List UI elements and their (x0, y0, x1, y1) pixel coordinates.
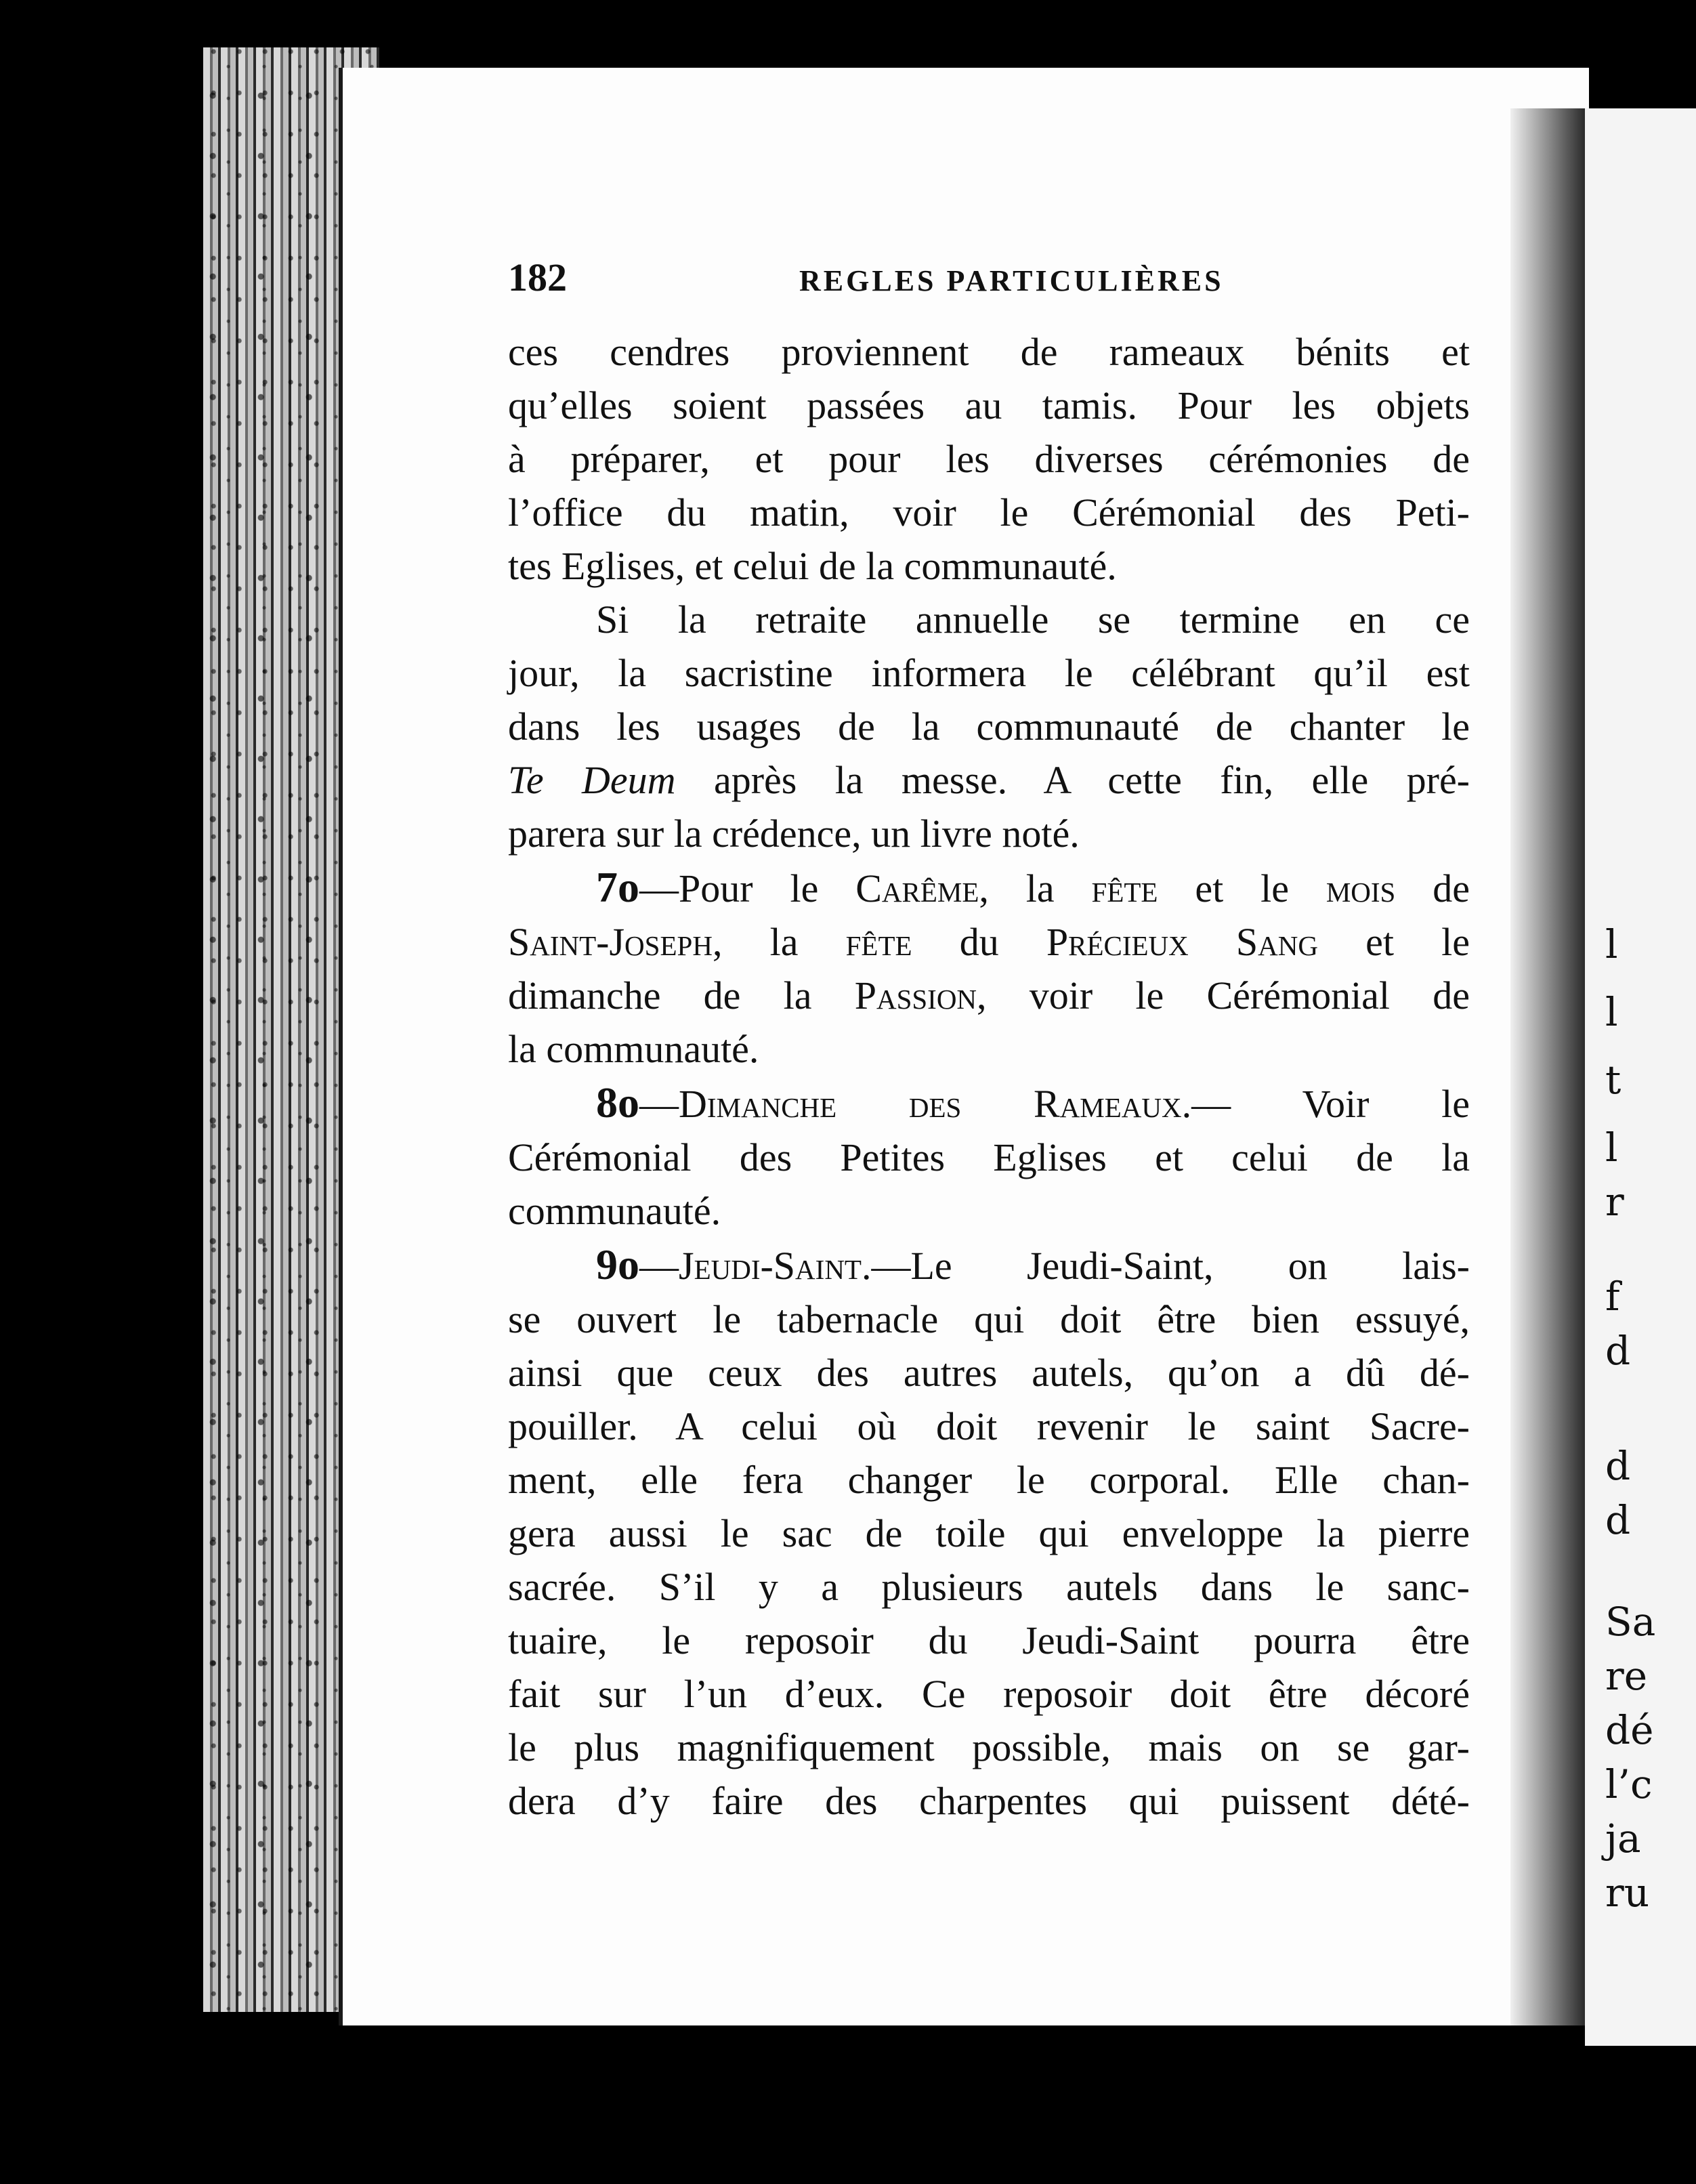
gutter-shadow (1510, 108, 1585, 2025)
line-text: ainsi que ceux des autres autels, qu’on a dû dé- (508, 1351, 1470, 1395)
text-line (508, 379, 1470, 432)
text-line (508, 1453, 1470, 1507)
line-text: sacrée. S’il y a plusieurs autels dans le sanc- (508, 1565, 1470, 1609)
line-text: Si la retraite annuelle se termine en ce (596, 597, 1470, 642)
text-line (508, 1507, 1470, 1560)
facing-page-letter: d (1605, 1328, 1631, 1374)
text-span: , la (979, 866, 1092, 910)
line-text: Cérémonial des Petites Eglises et celui de la (508, 1135, 1470, 1179)
text-span: — (639, 1244, 679, 1288)
running-head (508, 251, 1470, 325)
text-line (508, 646, 1470, 700)
page-text-block (508, 251, 1470, 1828)
text-line (508, 593, 1470, 646)
text-span: Saint-Joseph (508, 920, 713, 964)
text-span: dimanche de la (508, 973, 855, 1017)
body-text (508, 325, 1470, 1828)
text-line (508, 1022, 1470, 1076)
line-text: la communauté. (508, 1027, 759, 1071)
text-span: Jeudi-Saint (679, 1244, 862, 1288)
facing-page-letter: d (1605, 1443, 1631, 1489)
text-line (508, 1293, 1470, 1346)
text-line (508, 1560, 1470, 1614)
facing-page-letter: t (1605, 1057, 1621, 1103)
text-line (508, 807, 1470, 860)
text-span: Carême (855, 866, 979, 910)
text-span: .— Voir le (1181, 1082, 1470, 1126)
line-text: le plus magnifiquement possible, mais on se gar- (508, 1725, 1470, 1769)
page-number: 182 (508, 255, 567, 299)
text-span: , voir le Cérémonial de (977, 973, 1470, 1017)
text-span: .—Le Jeudi-Saint, on lais- (861, 1244, 1470, 1288)
text-line (508, 1667, 1470, 1721)
line-text: dans les usages de la communauté de chanter le (508, 705, 1470, 749)
text-span: de (1395, 866, 1470, 910)
line-text: communauté. (508, 1189, 721, 1233)
facing-page-letter: d (1605, 1497, 1631, 1543)
text-line (508, 700, 1470, 753)
line-text: pouiller. A celui où doit revenir le saint Sacre- (508, 1404, 1470, 1448)
line-text: ment, elle fera changer le corporal. Elle chan- (508, 1458, 1470, 1502)
text-span: fête (845, 920, 912, 964)
text-line (508, 915, 1470, 969)
text-line (508, 486, 1470, 539)
text-line (508, 539, 1470, 593)
line-text: parera sur la crédence, un livre noté. (508, 812, 1080, 856)
text-span: , la (712, 920, 846, 964)
text-line (508, 1346, 1470, 1400)
line-text: jour, la sacristine informera le célébrant qu’il est (508, 651, 1470, 695)
facing-page-letter: l (1605, 989, 1618, 1035)
text-line (508, 1131, 1470, 1184)
text-span: Passion (854, 973, 977, 1017)
facing-page-letter: Sa (1605, 1599, 1656, 1645)
text-span: et le (1158, 866, 1326, 910)
line-text: tes Eglises, et celui de la communauté. (508, 544, 1117, 588)
facing-page-letter: dé (1605, 1707, 1654, 1753)
text-line (508, 1774, 1470, 1828)
text-span: mois (1326, 866, 1396, 910)
text-span: fête (1091, 866, 1158, 910)
text-line (508, 325, 1470, 379)
line-text: l’office du matin, voir le Cérémonial des Peti- (508, 490, 1470, 534)
facing-page-letter: r (1605, 1179, 1624, 1225)
text-line (508, 1076, 1470, 1131)
text-line (508, 753, 1470, 807)
facing-page-letter: ru (1605, 1870, 1650, 1916)
line-text: se ouvert le tabernacle qui doit être bien essuyé, (508, 1297, 1470, 1341)
line-text: fait sur l’un d’eux. Ce reposoir doit être décoré (508, 1672, 1470, 1716)
text-line (508, 969, 1470, 1022)
facing-page-letter: re (1605, 1653, 1648, 1699)
text-line (508, 432, 1470, 486)
facing-page-letter: ja (1605, 1815, 1641, 1862)
text-span: du (912, 920, 1046, 964)
facing-page-letter: l’c (1605, 1761, 1653, 1807)
text-span: 8o (596, 1078, 639, 1127)
text-span: 9o (596, 1240, 639, 1288)
line-text: dera d’y faire des charpentes qui puissent dété- (508, 1779, 1470, 1823)
facing-page-letter: f (1605, 1274, 1620, 1320)
text-line (508, 1614, 1470, 1667)
text-span: Dimanche des Rameaux (679, 1082, 1182, 1126)
line-text: tuaire, le reposoir du Jeudi-Saint pourra être (508, 1618, 1470, 1662)
text-span: et le (1318, 920, 1470, 964)
facing-page-letter: l (1605, 1125, 1618, 1171)
text-line (508, 1400, 1470, 1453)
line-text: ces cendres proviennent de rameaux bénits et (508, 330, 1470, 374)
line-text: qu’elles soient passées au tamis. Pour les objets (508, 383, 1470, 427)
text-line (508, 860, 1470, 915)
line-text: après la messe. A cette fin, elle pré- (675, 758, 1470, 802)
facing-page-fragment (1585, 108, 1696, 2046)
italic-text: Te Deum (508, 758, 676, 802)
line-text: à préparer, et pour les diverses cérémonies de (508, 437, 1470, 481)
text-span: Précieux Sang (1046, 920, 1319, 964)
facing-page-letter: l (1605, 921, 1618, 967)
text-span: —Pour le (639, 866, 856, 910)
text-line (508, 1238, 1470, 1293)
running-title: REGLES PARTICULIÈRES (799, 264, 1224, 297)
text-line (508, 1184, 1470, 1238)
text-line (508, 1721, 1470, 1774)
text-span: — (639, 1082, 679, 1126)
text-span: 7o (596, 863, 639, 911)
line-text: gera aussi le sac de toile qui enveloppe la pierre (508, 1511, 1470, 1555)
